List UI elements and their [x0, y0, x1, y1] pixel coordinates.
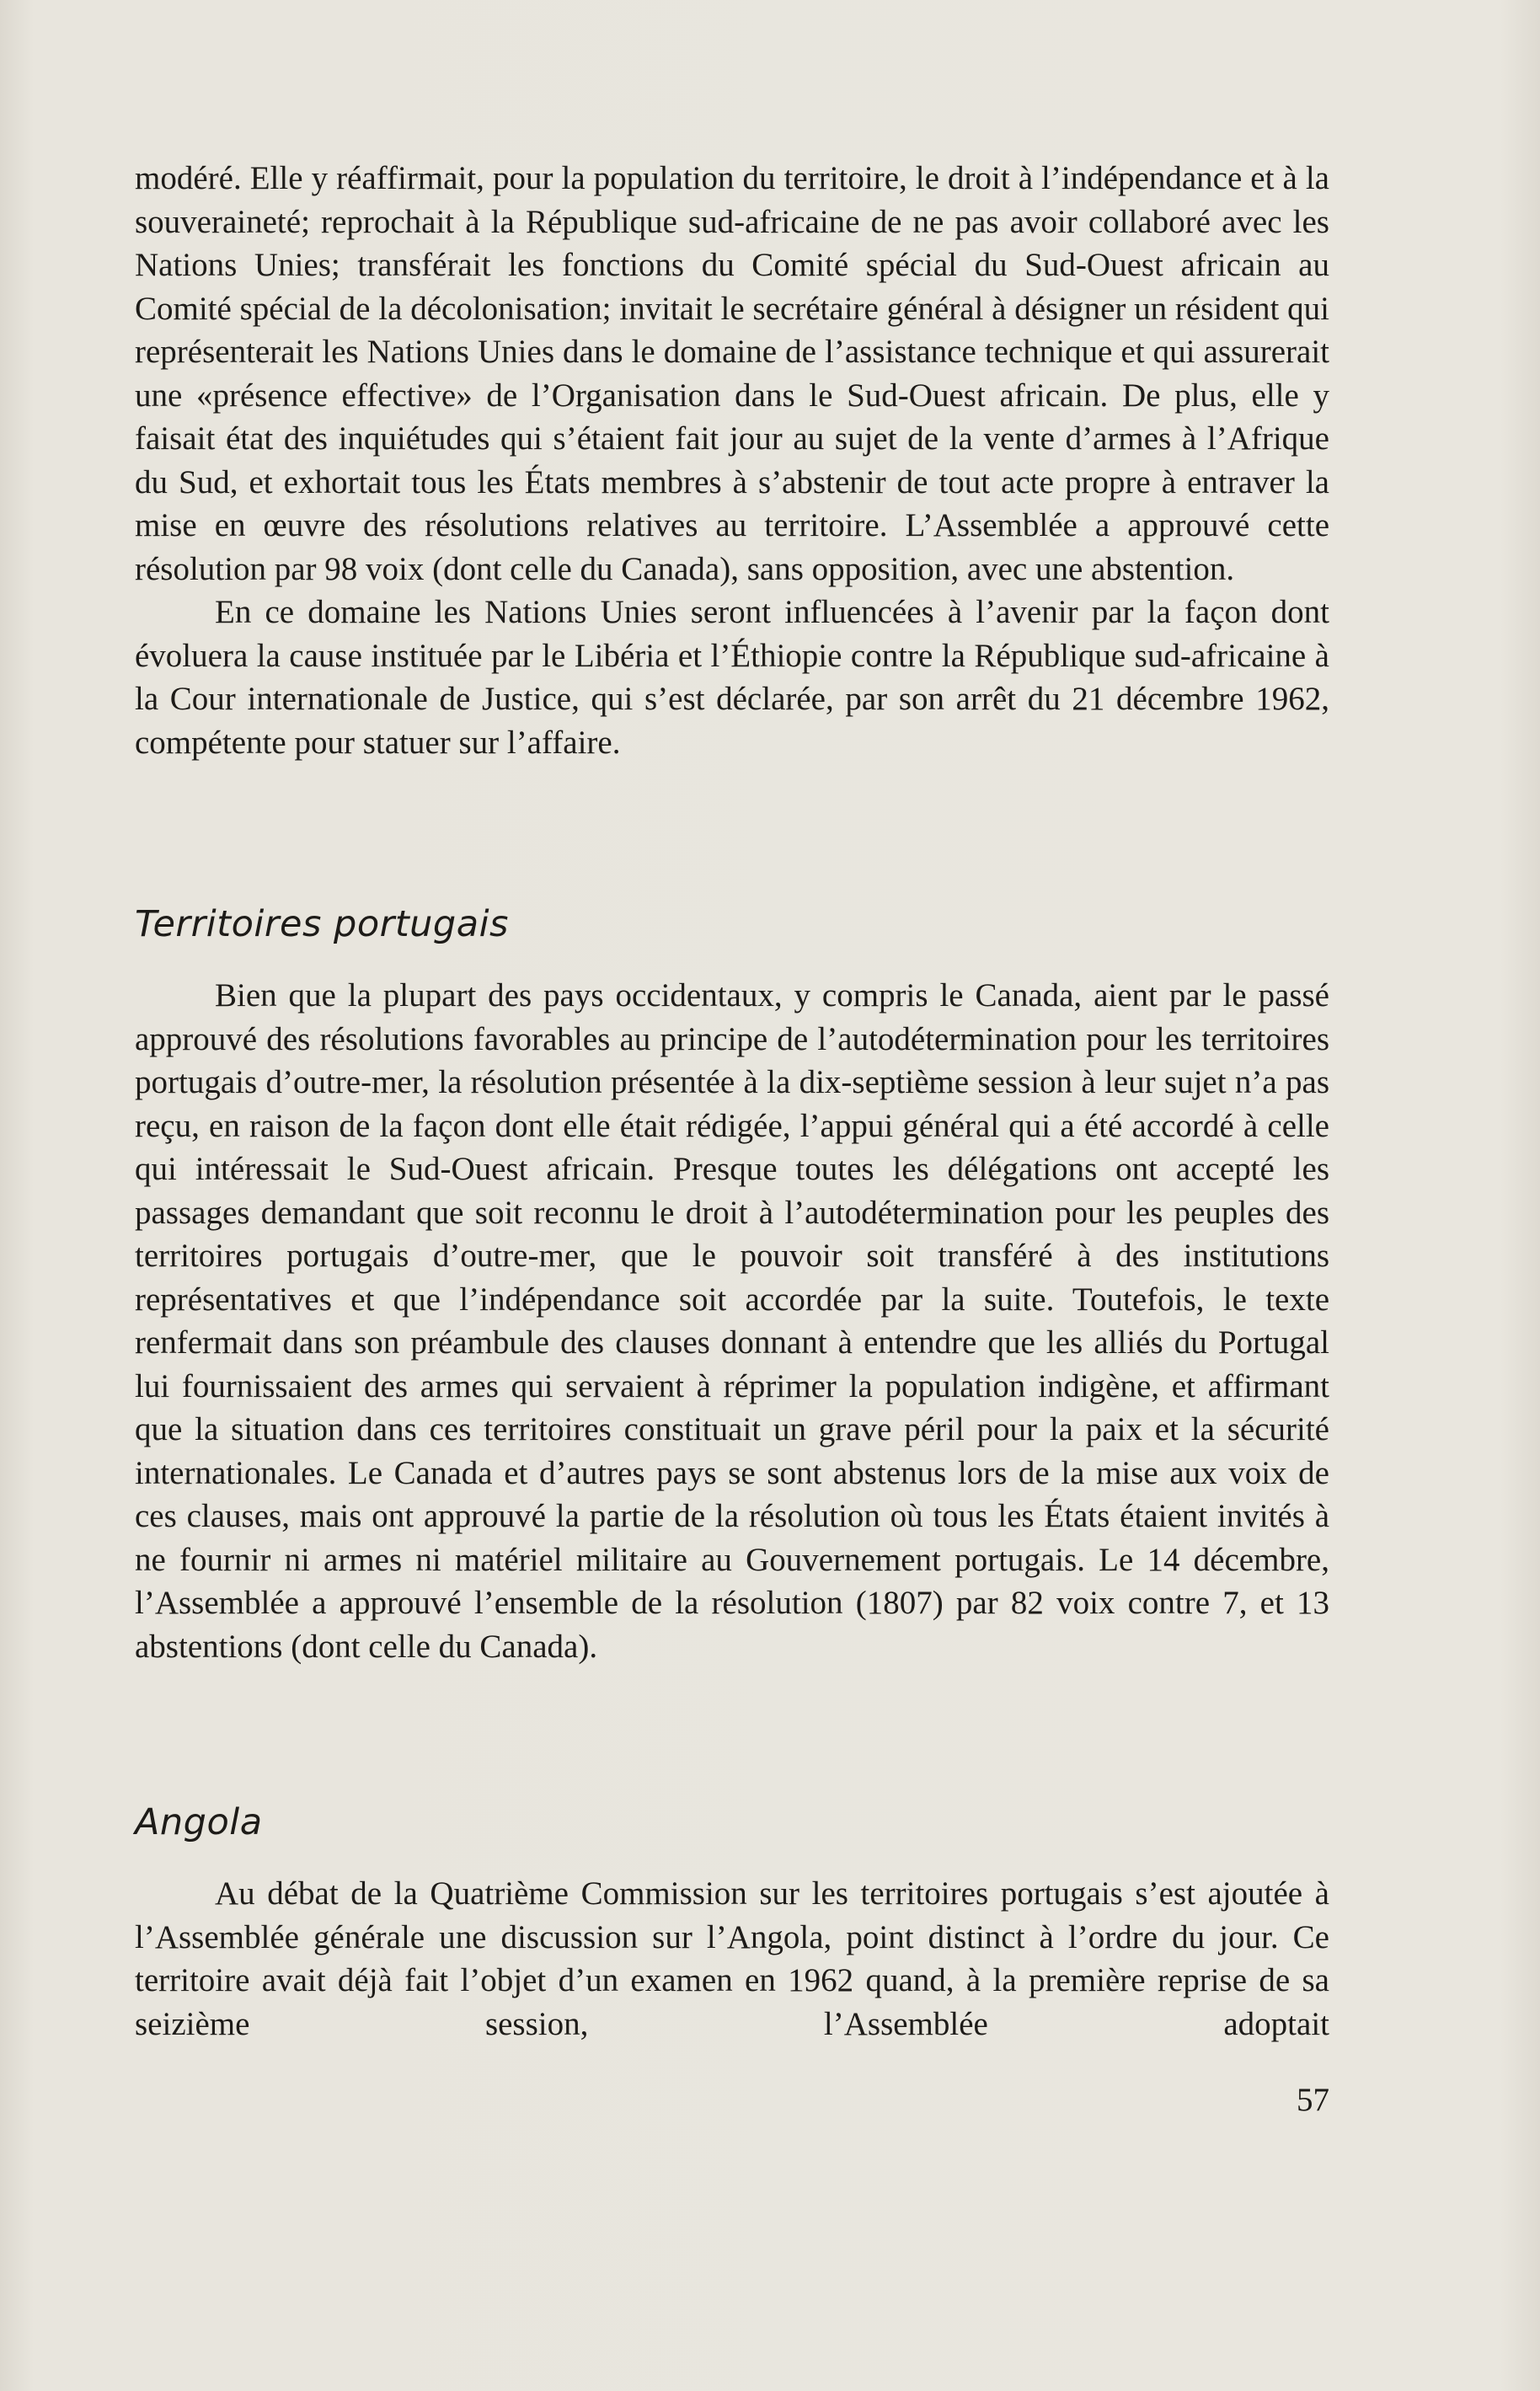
- section-heading-territoires-portugais: Territoires portugais: [135, 903, 509, 945]
- paragraph-territoires-portugais: Bien que la plupart des pays occidentaux, y compris le Canada, aient par le passé approuvé des résolutions favorables au principe de l’autodétermination pour les territoires portugais d’outre-mer, la résolution présentée à la dix-septième session à leur sujet n’a pas reçu, en raison de la façon dont elle était rédigée, l’appui général qui a été accordé à celle qui intéressait le Sud-Ouest africain. Presque toutes les délégations ont accepté les passages demandant que soit reconnu le droit à l’autodétermination pour les peuples des territoires portugais d’outre-mer, que le pouvoir soit transféré à des institutions représentatives et que l’indépendance soit accordée par la suite. Toutefois, le texte renfermait dans son préambule des clauses donnant à entendre que les alliés du Portugal lui fournissaient des armes qui servaient à réprimer la population indigène, et affirmant que la situation dans ces territoires constituait un grave péril pour la paix et la sécurité internationales. Le Canada et d’autres pays se sont abstenus lors de la mise aux voix de ces clauses, mais ont approuvé la partie de la résolution où tous les États étaient invités à ne fournir ni armes ni matériel militaire au Gouvernement portugais. Le 14 décembre, l’Assemblée a approuvé l’ensemble de la résolution (1807) par 82 voix contre 7, et 13 abstentions (dont celle du Canada).: [135, 977, 1329, 1665]
- paragraph-continued: modéré. Elle y réaffirmait, pour la population du territoire, le droit à l’indépendance et à la souveraineté; reprochait à la République sud-africaine de ne pas avoir collaboré avec les Nations Unies; transférait les fonctions du Comité spécial du Sud-Ouest africain au Comité spécial de la décolonisation; invitait le secrétaire général à désigner un résident qui représenterait les Nations Unies dans le domaine de l’assistance technique et qui assurerait une «présence effective» de l’Organisation dans le Sud-Ouest africain. De plus, elle y faisait état des inquiétudes qui s’étaient fait jour au sujet de la vente d’armes à l’Afrique du Sud, et exhortait tous les États membres à s’abstenir de tout acte propre à entraver la mise en œuvre des résolutions relatives au territoire. L’Assemblée a approuvé cette résolution par 98 voix (dont celle du Canada), sans opposition, avec une abstention.: [135, 160, 1329, 587]
- paragraph-cij: En ce domaine les Nations Unies seront influencées à l’avenir par la façon dont évoluera la cause instituée par le Libéria et l’Éthiopie contre la République sud-africaine à la Cour internationale de Justice, qui s’est déclarée, par son arrêt du 21 décembre 1962, compétente pour statuer sur l’affaire.: [135, 594, 1329, 761]
- section-body-angola: [135, 1872, 1329, 2046]
- section-heading-angola: Angola: [135, 1801, 263, 1843]
- section-body-territoires-portugais: [135, 974, 1329, 1668]
- page-number: 57: [1297, 2082, 1329, 2118]
- continued-text: [135, 157, 1329, 764]
- paragraph-angola: Au débat de la Quatrième Commission sur les territoires portugais s’est ajoutée à l’Assemblée générale une discussion sur l’Angola, point distinct à l’ordre du jour. Ce territoire avait déjà fait l’objet d’un examen en 1962 quand, à la première reprise de sa seizième session, l’Assemblée adoptait: [135, 1875, 1329, 2042]
